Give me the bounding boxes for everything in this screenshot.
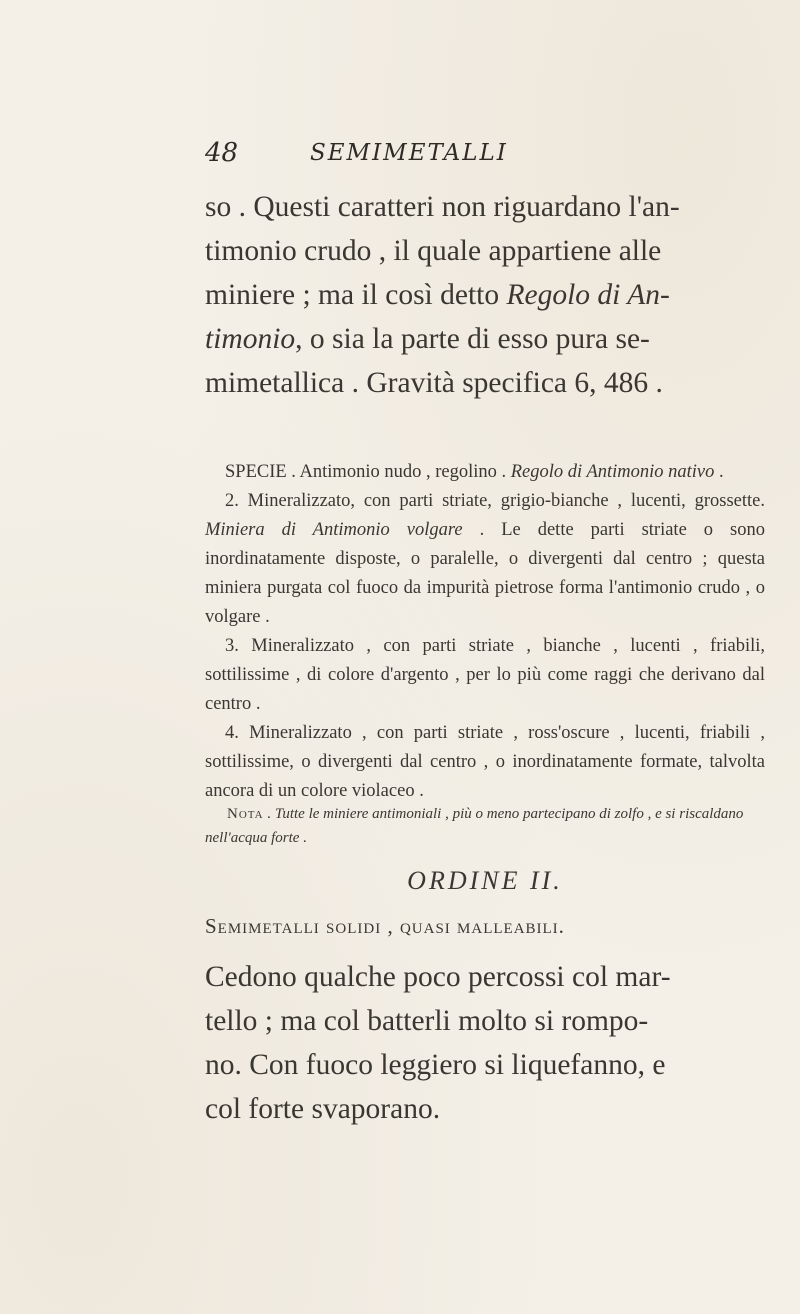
footnote xyxy=(205,802,765,850)
text-line: so . Questi caratteri non riguardano l'an- xyxy=(205,191,680,223)
species-entry: 4. Mineralizzato , con parti striate , ross'oscure , lucenti, friabili , sottilissime, o divergenti dal centro , o inordinatamente formate, talvolta ancora di un colore violaceo . xyxy=(205,723,765,801)
page-number: 48 xyxy=(205,138,239,168)
text-line: col forte svaporano. xyxy=(205,1093,441,1125)
text-line: Cedono qualche poco percossi col mar- xyxy=(205,961,671,993)
order-subtitle: Semimetalli solidi , quasi malleabili. xyxy=(205,914,565,938)
page-header xyxy=(205,138,765,178)
species-list xyxy=(205,458,765,806)
order-paragraph xyxy=(205,955,765,1131)
italic-term: timonio xyxy=(205,323,296,355)
order-title: ORDINE II. xyxy=(407,866,563,895)
text-line: mimetallica . Gravità specifica 6, 486 . xyxy=(205,367,663,399)
note-label: Nota xyxy=(227,806,264,822)
text-line: miniere ; ma il così detto Regolo di An- xyxy=(205,279,670,311)
text-line: no. Con fuoco leggiero si liquefanno, e xyxy=(205,1049,666,1081)
running-title: SEMIMETALLI xyxy=(310,140,508,166)
note-text: . Tutte le miniere antimoniali , più o meno partecipano di zolfo , e si riscaldano nell'acqua forte . xyxy=(205,806,744,846)
species-entry: 2. Mineralizzato, con parti striate, grigio-bianche , lucenti, grossette. Miniera di Antimonio volgare . Le dette parti striate o sono inordinatamente disposte, o paralelle, o divergenti dal centro ; questa miniera purgata col fuoco da impurità pietrose forma l'antimonio crudo , o volgare . xyxy=(205,491,765,627)
species-entry: 3. Mineralizzato , con parti striate , bianche , lucenti , friabili, sottilissime , di colore d'argento , per lo più come raggi che derivano dal centro . xyxy=(205,636,765,714)
italic-term: Regolo di An- xyxy=(506,279,670,311)
lead-paragraph xyxy=(205,185,770,405)
text-line: timonio crudo , il quale appartiene alle xyxy=(205,235,662,267)
text-line: tello ; ma col batterli molto si rompo- xyxy=(205,1005,649,1037)
species-entry: SPECIE . Antimonio nudo , regolino . Regolo di Antimonio nativo . xyxy=(225,462,724,482)
text-line: timonio, o sia la parte di esso pura se- xyxy=(205,323,650,355)
